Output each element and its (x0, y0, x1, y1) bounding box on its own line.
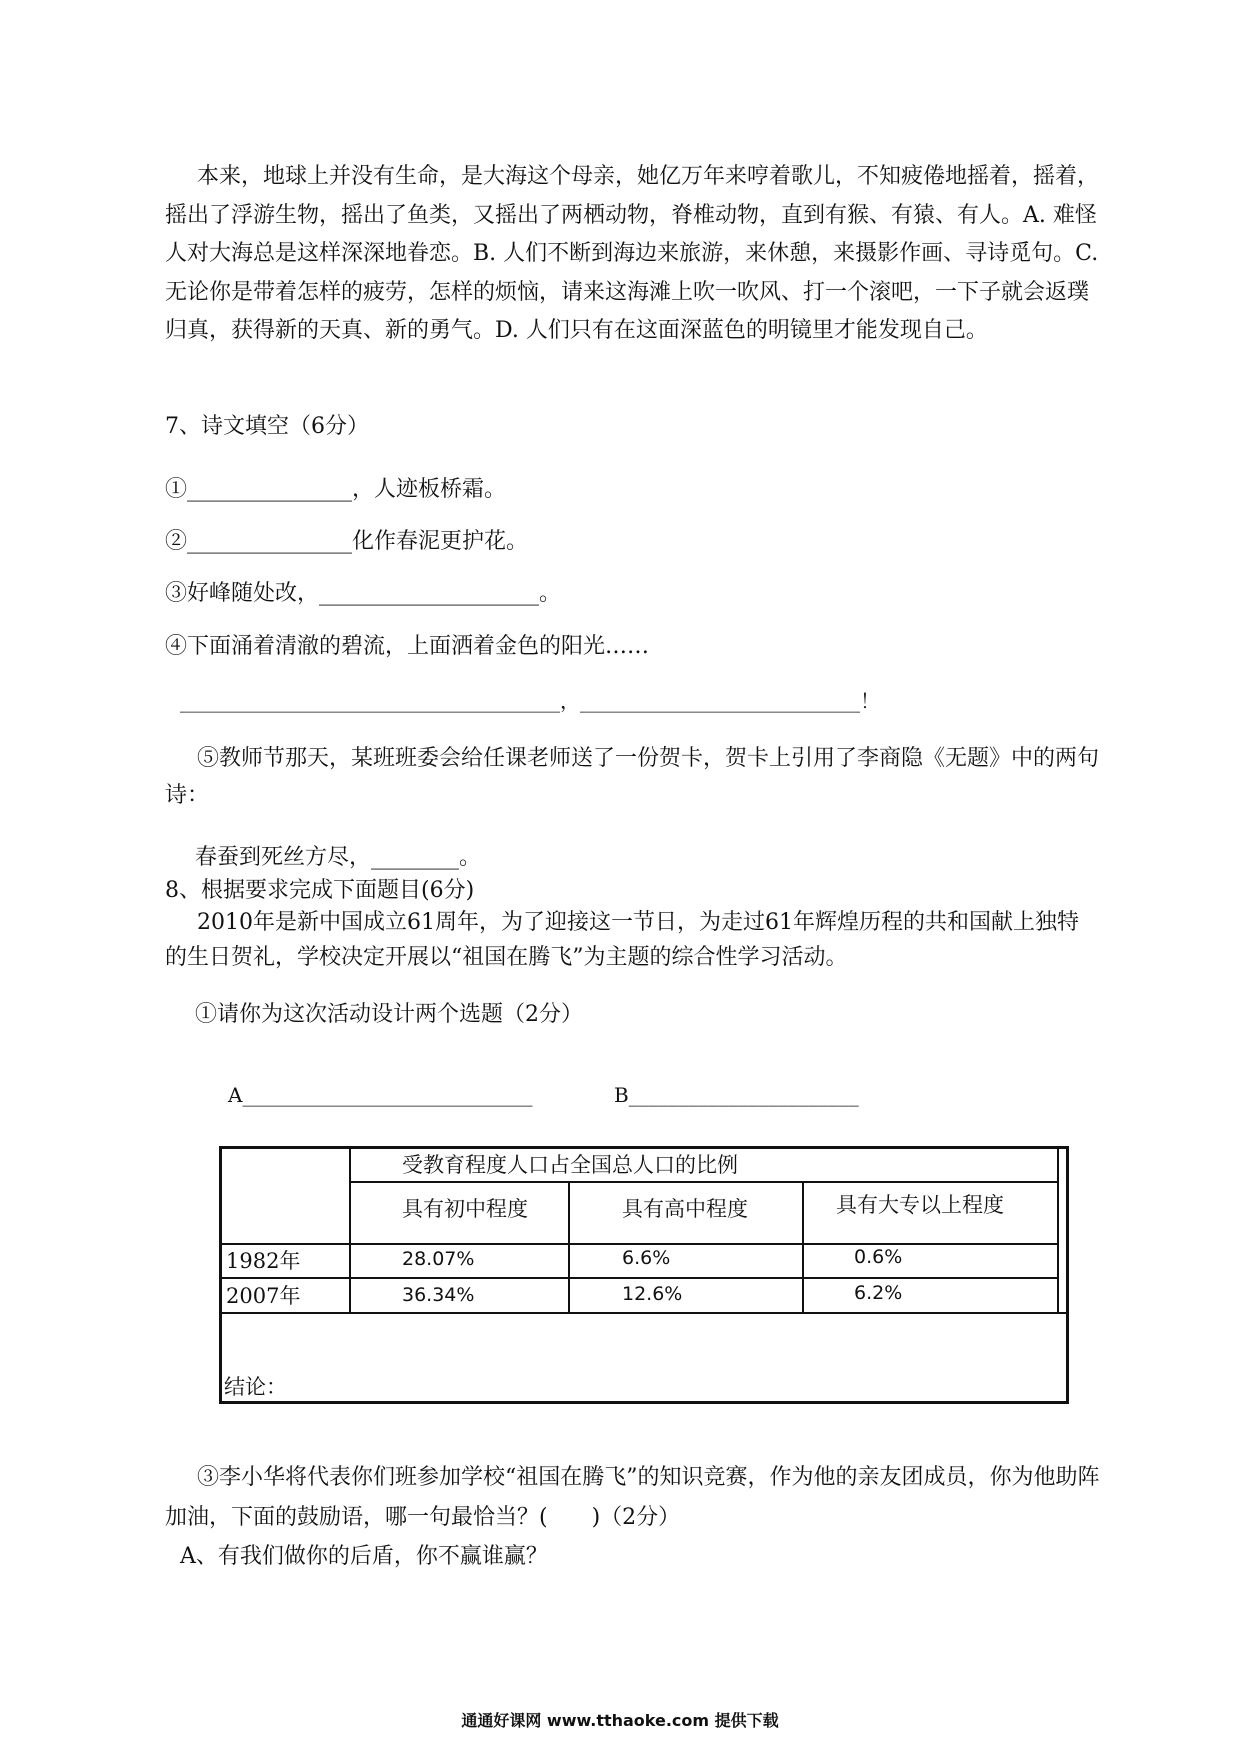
education-table (219, 1146, 1069, 1404)
table-cell: 0.6% (854, 1246, 903, 1268)
reading-passage: 本来，地球上并没有生命，是大海这个母亲，她亿万年来哼着歌儿，不知疲倦地摇着，摇着，摇出了浮游生物，摇出了鱼类，又摇出了两栖动物，脊椎动物，直到有猴、有猿、有人。A. 难怪人对大海总是这样深深地眷恋。B. 人们不断到海边来旅游，来休憩，来摄影作画、寻诗觅句。C. 无论你是带着怎样的疲劳，怎样的烦恼，请来这海滩上吹一吹风、打一个滚吧，一下子就会返璞归真，获得新的天真、新的勇气。D. 人们只有在这面深蓝色的明镜里才能发现自己。 (165, 164, 1100, 343)
table-cell: 28.07% (402, 1248, 475, 1270)
table-cell: 6.6% (622, 1247, 671, 1269)
row-year: 1982年 (226, 1249, 301, 1273)
q7-title: 7、诗文填空（6分） (165, 414, 369, 439)
q7-item-3: ③好峰随处改，____________________。 (165, 581, 562, 606)
q8-intro: 2010年是新中国成立61周年，为了迎接这一节日，为走过61年辉煌历程的共和国献上独特的生日贺礼，学校决定开展以“祖国在腾飞”为主题的综合性学习活动。 (165, 910, 1079, 970)
row-year: 2007年 (226, 1284, 301, 1308)
column-header-senior-high: 具有高中程度 (622, 1197, 748, 1221)
table-cell: 12.6% (622, 1283, 683, 1305)
table-cell: 6.2% (854, 1282, 903, 1304)
q8-subquestion-3: ③李小华将代表你们班参加学校“祖国在腾飞”的知识竞赛，作为他的亲友团成员，你为他助阵加油，下面的鼓励语，哪一句最恰当？( )（2分） (165, 1465, 1100, 1530)
page-footer: 通通好课网 www.tthaoke.com 提供下载 (461, 1711, 779, 1730)
q7-item-5-line: 春蚕到死丝方尽，________。 (195, 845, 482, 870)
table-caption: 受教育程度人口占全国总人口的比例 (402, 1153, 738, 1177)
q7-item-5: ⑤教师节那天，某班班委会给任课老师送了一份贺卡，贺卡上引用了李商隐《无题》中的两句诗： (165, 746, 1100, 808)
q7-item-2: ②_______________化作春泥更护花。 (165, 529, 529, 554)
q8-subquestion-1: ①请你为这次活动设计两个选题（2分） (195, 1002, 583, 1027)
topic-b-blank: B_______________________ (614, 1083, 859, 1107)
answer-option-a: A、有我们做你的后盾，你不赢谁赢？ (180, 1544, 548, 1569)
q7-item-4-blanks: ______________________________________，____________________________！ (180, 689, 880, 713)
conclusion-label: 结论： (224, 1375, 287, 1399)
q7-item-1: ①_______________，人迹板桥霜。 (165, 477, 507, 502)
table-cell: 36.34% (402, 1284, 475, 1306)
q8-title: 8、根据要求完成下面题目(6分) (165, 878, 475, 903)
column-header-junior-high: 具有初中程度 (402, 1197, 528, 1221)
column-header-college: 具有大专以上程度 (836, 1193, 1004, 1217)
q7-item-4: ④下面涌着清澈的碧流，上面洒着金色的阳光…… (165, 634, 650, 659)
topic-a-blank: A_____________________________ (228, 1083, 533, 1107)
